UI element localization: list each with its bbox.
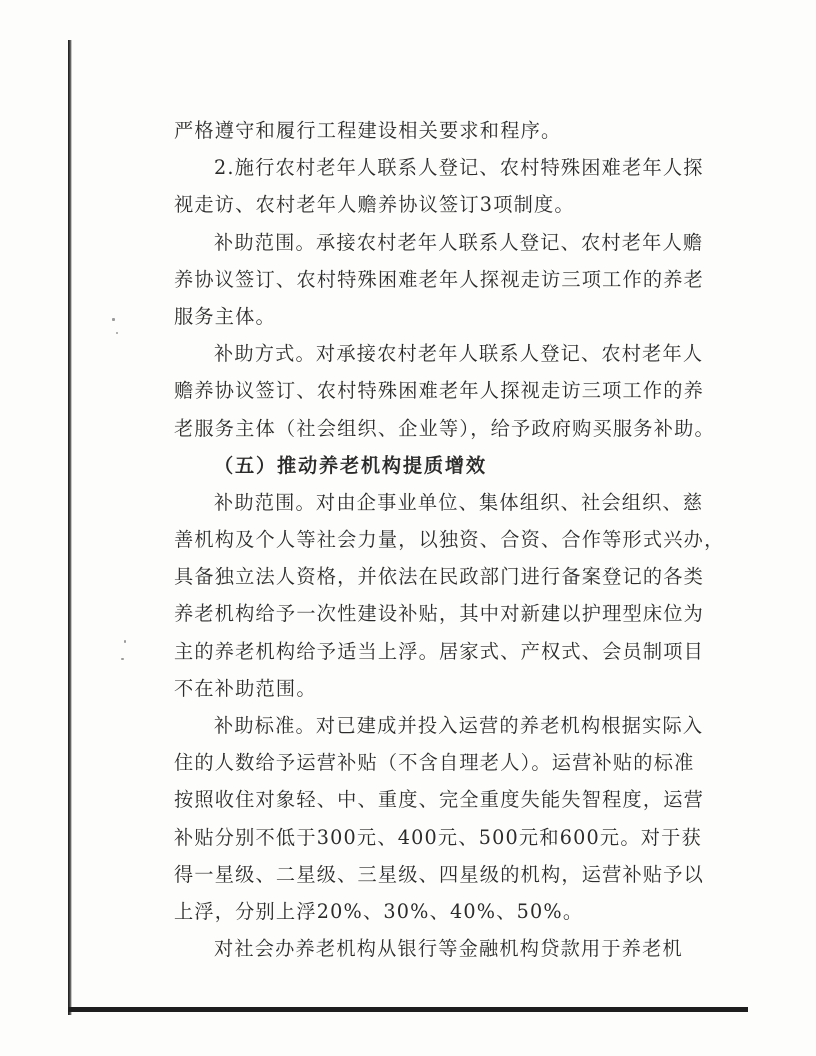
scan-speck (121, 658, 124, 660)
text-line: 不在补助范围。 (174, 676, 317, 700)
text-line: 老服务主体（社会组织、企业等），给予政府购买服务补助。 (174, 416, 715, 440)
text-line: 补贴分别不低于300元、400元、500元和600元。对于获 (174, 825, 702, 849)
text-line: 具备独立法人资格，并依法在民政部门进行备案登记的各类 (174, 565, 705, 589)
text-line: 得一星级、二星级、三星级、四星级的机构，运营补贴予以 (174, 862, 705, 886)
scan-speck (124, 640, 126, 643)
text-line: 善机构及个人等社会力量，以独资、合资、合作等形式兴办， (174, 528, 725, 552)
section-heading: （五）推动养老机构提质增效 (214, 453, 487, 477)
scan-edge-bottom (68, 1007, 748, 1012)
text-line: 视走访、农村老年人赡养协议签订3项制度。 (174, 193, 575, 217)
text-line: 补助范围。承接农村老年人联系人登记、农村老年人赡 (214, 230, 704, 254)
text-line: 赡养协议签订、农村特殊困难老年人探视走访三项工作的养 (174, 379, 705, 403)
text-line: 补助标准。对已建成并投入运营的养老机构根据实际入 (214, 714, 704, 737)
text-line: 按照收住对象轻、中、重度、完全重度失能失智程度，运营 (174, 788, 705, 812)
text-line: 养协议签订、农村特殊困难老年人探视走访三项工作的养老 (174, 267, 705, 291)
text-line: 对社会办养老机构从银行等金融机构贷款用于养老机 (214, 937, 683, 961)
scan-edge-left (68, 40, 72, 1015)
text-line: 上浮，分别上浮20%、30%、40%、50%。 (174, 899, 584, 923)
text-line: 服务主体。 (174, 304, 276, 328)
document-body (174, 112, 725, 967)
text-line: 养老机构给予一次性建设补贴，其中对新建以护理型床位为 (174, 602, 705, 626)
text-line: 2.施行农村老年人联系人登记、农村特殊困难老年人探 (214, 156, 704, 180)
text-line: 补助范围。对由企事业单位、集体组织、社会组织、慈 (214, 490, 704, 514)
text-line: 主的养老机构给予适当上浮。居家式、产权式、会员制项目 (174, 639, 705, 663)
text-line: 严格遵守和履行工程建设相关要求和程序。 (174, 119, 562, 142)
text-line: 住的人数给予运营补贴（不含自理老人）。运营补贴的标准 (174, 751, 695, 775)
scan-speck (116, 332, 118, 334)
text-line: 补助方式。对承接农村老年人联系人登记、农村老年人 (214, 342, 704, 366)
scan-speck (112, 318, 115, 321)
